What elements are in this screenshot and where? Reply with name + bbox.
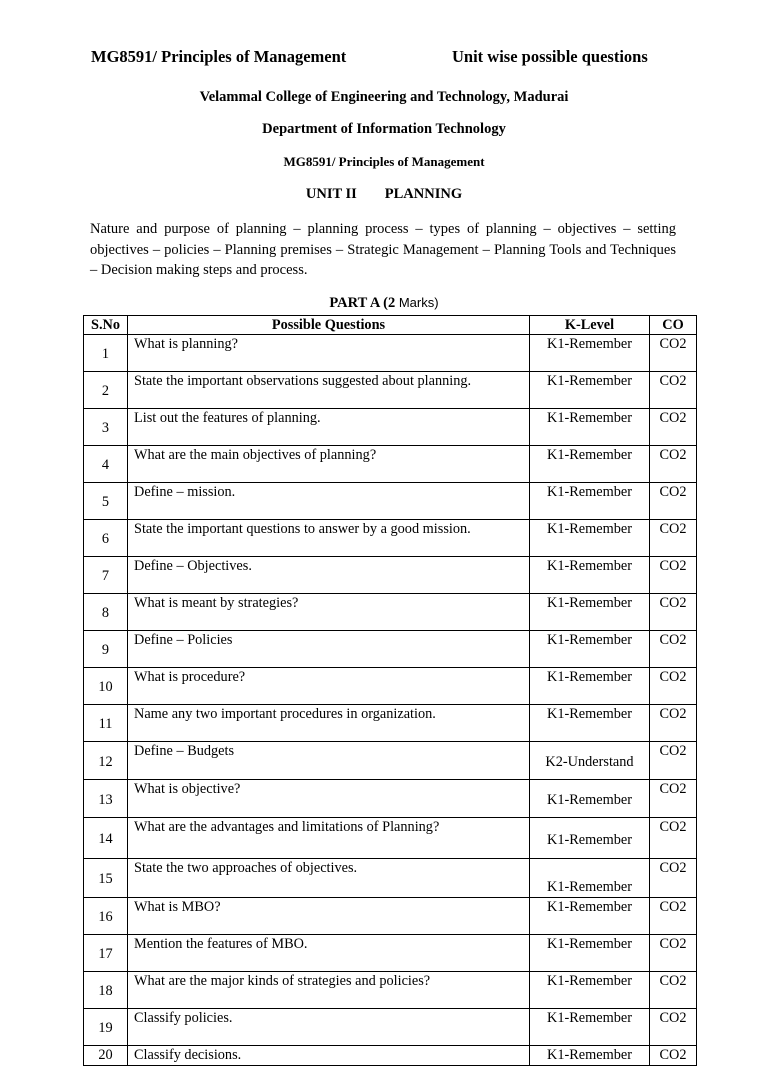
row-question: Name any two important procedures in organization. bbox=[128, 705, 530, 742]
table-row bbox=[84, 818, 697, 859]
row-klevel: K2-Understand bbox=[530, 742, 650, 780]
row-co: CO2 bbox=[650, 818, 697, 859]
row-sno: 20 bbox=[84, 1046, 128, 1066]
row-question: What are the main objectives of planning? bbox=[128, 446, 530, 483]
row-klevel: K1-Remember bbox=[530, 935, 650, 972]
row-co: CO2 bbox=[650, 631, 697, 668]
row-sno: 15 bbox=[84, 859, 128, 898]
unit-syllabus: Nature and purpose of planning – planning process – types of planning – objectives – setting objectives – policies – Planning premises – Strategic Management – Planning Tools and Techniques – Decision making steps and process. bbox=[90, 221, 676, 278]
row-sno: 10 bbox=[84, 668, 128, 705]
row-klevel: K1-Remember bbox=[530, 1009, 650, 1046]
col-klevel-header: K-Level bbox=[530, 316, 650, 335]
row-sno: 13 bbox=[84, 780, 128, 818]
row-question: State the important observations suggested about planning. bbox=[128, 372, 530, 409]
row-sno: 1 bbox=[84, 335, 128, 372]
row-sno: 14 bbox=[84, 818, 128, 859]
table-row bbox=[84, 446, 697, 483]
row-sno: 18 bbox=[84, 972, 128, 1009]
row-co: CO2 bbox=[650, 1009, 697, 1046]
table-row bbox=[84, 520, 697, 557]
row-klevel: K1-Remember bbox=[530, 972, 650, 1009]
row-question: Classify decisions. bbox=[128, 1046, 530, 1066]
row-question: State the two approaches of objectives. bbox=[128, 859, 530, 898]
row-question: Define – mission. bbox=[128, 483, 530, 520]
row-co: CO2 bbox=[650, 780, 697, 818]
row-question: What are the major kinds of strategies and policies? bbox=[128, 972, 530, 1009]
part-label: PART A (2 bbox=[329, 295, 396, 311]
table-row bbox=[84, 742, 697, 780]
row-co: CO2 bbox=[650, 594, 697, 631]
row-co: CO2 bbox=[650, 483, 697, 520]
table-row bbox=[84, 668, 697, 705]
row-sno: 8 bbox=[84, 594, 128, 631]
row-klevel: K1-Remember bbox=[530, 859, 650, 898]
course-title: MG8591/ Principles of Management bbox=[283, 154, 485, 169]
row-co: CO2 bbox=[650, 705, 697, 742]
row-sno: 16 bbox=[84, 898, 128, 935]
row-question: What is objective? bbox=[128, 780, 530, 818]
header-doc-type: Unit wise possible questions bbox=[452, 47, 648, 66]
table-header-row bbox=[84, 316, 697, 335]
table-row bbox=[84, 859, 697, 898]
row-co: CO2 bbox=[650, 557, 697, 594]
row-sno: 17 bbox=[84, 935, 128, 972]
table-row bbox=[84, 372, 697, 409]
row-co: CO2 bbox=[650, 935, 697, 972]
row-klevel: K1-Remember bbox=[530, 594, 650, 631]
table-row bbox=[84, 972, 697, 1009]
col-co-header: CO bbox=[650, 316, 697, 335]
questions-table bbox=[83, 315, 697, 1066]
row-sno: 19 bbox=[84, 1009, 128, 1046]
row-klevel: K1-Remember bbox=[530, 483, 650, 520]
table-row bbox=[84, 631, 697, 668]
header-course: MG8591/ Principles of Management bbox=[91, 47, 347, 66]
row-co: CO2 bbox=[650, 446, 697, 483]
row-klevel: K1-Remember bbox=[530, 818, 650, 859]
col-question-header: Possible Questions bbox=[128, 316, 530, 335]
part-marks: Marks) bbox=[395, 295, 439, 310]
row-question: Mention the features of MBO. bbox=[128, 935, 530, 972]
row-co: CO2 bbox=[650, 372, 697, 409]
row-question: Define – Objectives. bbox=[128, 557, 530, 594]
part-heading bbox=[0, 295, 768, 312]
row-co: CO2 bbox=[650, 335, 697, 372]
row-co: CO2 bbox=[650, 520, 697, 557]
row-question: State the important questions to answer by a good mission. bbox=[128, 520, 530, 557]
table-row bbox=[84, 898, 697, 935]
row-klevel: K1-Remember bbox=[530, 705, 650, 742]
row-klevel: K1-Remember bbox=[530, 372, 650, 409]
row-co: CO2 bbox=[650, 972, 697, 1009]
row-klevel: K1-Remember bbox=[530, 335, 650, 372]
row-klevel: K1-Remember bbox=[530, 1046, 650, 1066]
row-sno: 4 bbox=[84, 446, 128, 483]
row-question: List out the features of planning. bbox=[128, 409, 530, 446]
row-klevel: K1-Remember bbox=[530, 898, 650, 935]
row-klevel: K1-Remember bbox=[530, 780, 650, 818]
row-question: What is MBO? bbox=[128, 898, 530, 935]
row-klevel: K1-Remember bbox=[530, 520, 650, 557]
row-sno: 7 bbox=[84, 557, 128, 594]
row-sno: 3 bbox=[84, 409, 128, 446]
row-question: What is planning? bbox=[128, 335, 530, 372]
unit-number: UNIT II bbox=[305, 186, 357, 202]
row-co: CO2 bbox=[650, 859, 697, 898]
row-klevel: K1-Remember bbox=[530, 446, 650, 483]
table-row bbox=[84, 780, 697, 818]
table-row bbox=[84, 935, 697, 972]
unit-title: PLANNING bbox=[384, 186, 463, 202]
row-question: What is procedure? bbox=[128, 668, 530, 705]
row-sno: 2 bbox=[84, 372, 128, 409]
row-question: Classify policies. bbox=[128, 1009, 530, 1046]
col-sno-header: S.No bbox=[84, 316, 128, 335]
table-row bbox=[84, 409, 697, 446]
row-sno: 11 bbox=[84, 705, 128, 742]
college-name: Velammal College of Engineering and Technology, Madurai bbox=[199, 89, 569, 105]
row-klevel: K1-Remember bbox=[530, 668, 650, 705]
table-row bbox=[84, 335, 697, 372]
row-klevel: K1-Remember bbox=[530, 557, 650, 594]
table-row bbox=[84, 1046, 697, 1066]
row-question: Define – Policies bbox=[128, 631, 530, 668]
table-row bbox=[84, 705, 697, 742]
row-co: CO2 bbox=[650, 742, 697, 780]
table-row bbox=[84, 557, 697, 594]
department-name: Department of Information Technology bbox=[262, 121, 506, 137]
row-co: CO2 bbox=[650, 668, 697, 705]
row-klevel: K1-Remember bbox=[530, 409, 650, 446]
row-klevel: K1-Remember bbox=[530, 631, 650, 668]
row-question: What is meant by strategies? bbox=[128, 594, 530, 631]
row-sno: 12 bbox=[84, 742, 128, 780]
row-co: CO2 bbox=[650, 409, 697, 446]
row-sno: 9 bbox=[84, 631, 128, 668]
row-sno: 5 bbox=[84, 483, 128, 520]
table-row bbox=[84, 1009, 697, 1046]
row-sno: 6 bbox=[84, 520, 128, 557]
row-question: Define – Budgets bbox=[128, 742, 530, 780]
row-question: What are the advantages and limitations of Planning? bbox=[128, 818, 530, 859]
row-co: CO2 bbox=[650, 1046, 697, 1066]
row-co: CO2 bbox=[650, 898, 697, 935]
unit-heading bbox=[0, 186, 768, 203]
table-row bbox=[84, 594, 697, 631]
table-row bbox=[84, 483, 697, 520]
